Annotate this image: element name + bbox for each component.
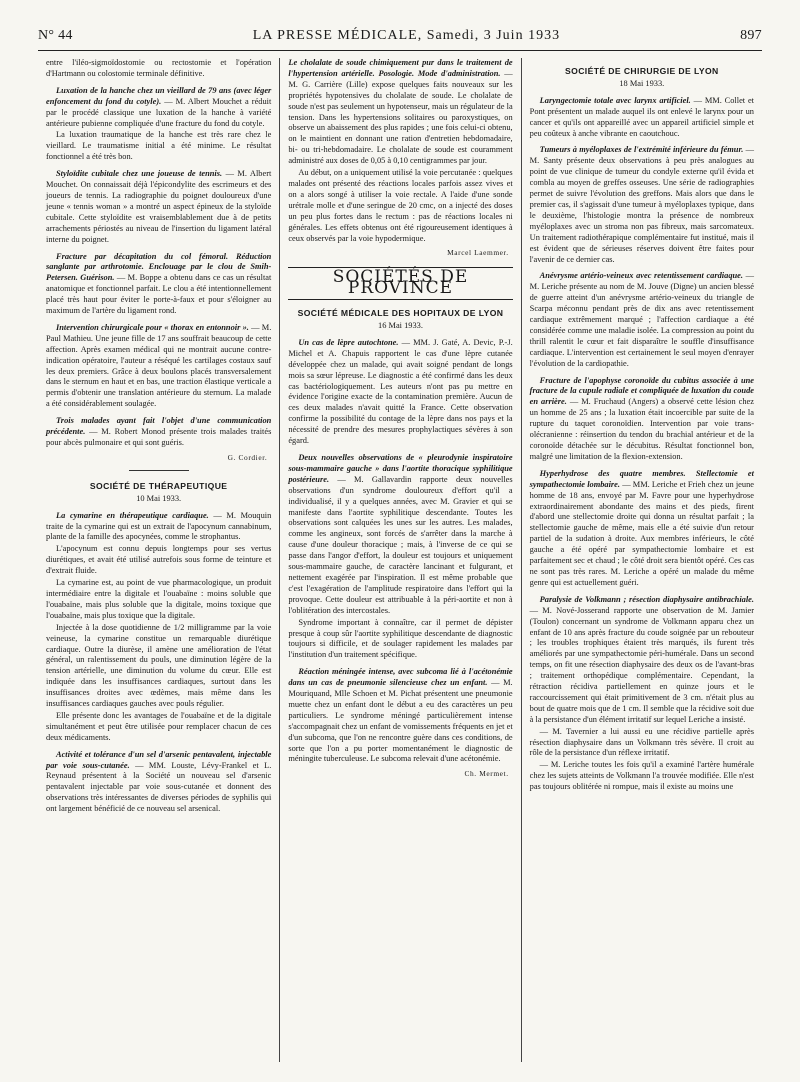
- section-date: 16 Mai 1933.: [378, 321, 423, 331]
- article-body: — M. Robert Monod présente trois malades traités pour abcès pulmonaire et qui sont guéris.: [46, 427, 272, 447]
- paragraph: Syndrome important à connaître, car il permet de dépister presque à coup sûr l'aortite syphilitique descendante de diagnostic toujours si difficile, et de soulager rapidement les malades par l'institution d'un traitement spécifique.: [288, 617, 513, 660]
- author-signature: Ch. Mermet.: [464, 769, 509, 779]
- section-heading: SOCIÉTÉ MÉDICALE DES HOPITAUX DE LYON: [297, 308, 504, 319]
- article-title: Hyperhydrose des quatre membres. Stellectomie et sympathectomie lombaire.: [529, 468, 754, 489]
- paragraph: entre l'iléo-sigmoïdostomie ou rectostomie et l'opération d'Hartmann ou colostomie terminale définitive.: [46, 58, 272, 78]
- article: [46, 86, 271, 130]
- article-body: — M. Leriche présente au nom de M. Jouve (Digne) un ancien blessé de guerre atteint d'un anévrysme artério-veineux du triangle de Scarpa méconnu pendant près de dix ans avec retentissement cardiaque extrêmement marqué ; l'affection cardiaque a été considérée comme une maladie isolée. La compression au point du thrill ralentit le cœur et fait disparaître le souffle d'insuffisance cardiaque. L'intervention est certainement le seul moyen d'enrayer l'évolution de la cardiopathie.: [529, 271, 754, 368]
- article-body: — M. Paul Mathieu. Une jeune fille de 17 ans souffrait beaucoup de cette affection. Après examen médical qui ne montrait aucune contre-indication opératoire, l'auteur a réséqué les cartilages costaux sauf les deux premiers. Grâce à deux boulons placés transversalement dans le sternum en haut et en bas, une traction élastique verticale a permis d'obtenir une translation antérieure du sternum. La malade a été considérablement soulagée.: [46, 322, 272, 409]
- article: [530, 595, 754, 726]
- paragraph: L'apocynum est connu depuis longtemps pour ses vertus diurétiques, et avait été utilisé autrefois sous forme de teinture et d'extrait fluide.: [46, 544, 272, 576]
- column-1: [38, 58, 279, 1062]
- article: [288, 667, 512, 765]
- article-body: — M. Fruchaud (Angers) a observé cette lésion chez un homme de 25 ans ; la luxation était incoercible par suite de la rupture du taquet coronoïdien. Intervention par voie trans-olécranienne : réinsertion du tendon du brachial antérieur et de la coronoïde détachée sur le décubitus. Résultat fonctionnel bon, malgré une limitation de la flexion-extension.: [529, 397, 754, 461]
- article-body: — M. Santy présente deux observations à peu près analogues au point de vue clinique de tumeur du condyle externe qu'il évida et combla au moyen de greffes osseuses. Une série de radiographies permet de suivre l'évolution des greffons. Mais alors que dans le premier cas, il s'agissait d'une tumeur à myéloplaxes typique, dans le deuxième, l'histologie montra la présence de nombreux myéloplaxes avec un stroma non pas fibreux, mais sarcomateux. Un traitement radiothérapique complémentaire fut institué, mais il est évident que de sérieuses réserves doivent être faites pour l'avenir de ce dernier cas.: [529, 145, 754, 264]
- article-title: Trois malades ayant fait l'objet d'une communication précédente.: [46, 416, 272, 437]
- issue-number: N° 44: [38, 28, 73, 43]
- paragraph: Injectée à la dose quotidienne de 1/2 milligramme par la voie veineuse, la cymarine constitue un remarquable diurétique cardiaque. Outre la diurèse, il amène une amélioration de l'état général, un ralentissement du pouls, une diminution légère de la tension artérielle, une diminution du volume du cœur. Elle est indiquée dans les insuffisances cardiaques, surtout dans les insuffisances droites avec œdèmes, mais même dans les insuffisances cardiaques gauches avec pouls régulier.: [46, 622, 272, 709]
- article: [46, 169, 271, 245]
- article-title: Activité et tolérance d'un sel d'arsenic pentavalent, injectable par voie sous-cutanée.: [46, 749, 272, 770]
- article-body: — M. G. Carrière (Lille) expose quelques faits nouveaux sur les propriétés hypotensives du cholalate de soude. Le cholalate de soude n'est pas seulement un hypotenseur, mais un régulateur de la tension. Dans les hypertensions solitaires ou paroxystiques, on observe un abaissement des plus rapides ; une fois celui-ci obtenu, on le maintient en donnant une ration d'entretien hebdomadaire, bi- ou tri-hebdomadaire. Le cholalate de soude est couramment administré aux doses de 0,05 à 0,10 centigrammes par jour.: [288, 68, 513, 166]
- article-title: Le cholalate de soude chimiquement pur dans le traitement de l'hypertension artérielle. Posologie. Mode d'administration.: [288, 58, 513, 78]
- section-heading: SOCIÉTÉ DE CHIRURGIE DE LYON: [564, 66, 719, 76]
- article: [288, 58, 512, 167]
- article-body: — M. Nové-Josserand rapporte une observation de M. Jamier (Toulon) concernant un syndrome de Volkmann apparu chez un enfant de 10 ans après fracture du coude soignée par un rebouteur ; les troubles trophiques étaient très marqués, ils furent très améliorés par une sympathectomie péri-humérale. Dans un second temps, on fit une résection diaphysaire des deux os de l'avant-bras ; traitement orthopédique complémentaire. Cependant, la rétraction récidiva partiellement en quinze jours et le raccourcissement qui était primitivement de 3 cm. n'était plus au bout de quatre mois que de 1 cm. Il semble que la récidive soit due à la persistance d'un élément irritatif sur lequel Leriche a insisté.: [529, 605, 754, 724]
- article: [46, 416, 271, 449]
- article-body: — MM. J. Gaté, A. Devic, P.-J. Michel et A. Chapuis rapportent le cas d'une lèpre cutanée développée chez un malade, qui avait soigné pendant de longs mois sa sœur lépreuse. Le diagnostic a été confirmé dans les deux cas bactériologiquement. Les auteurs n'ont pas pu mettre en évidence l'origine exacte de la contamination première. Aucun de ces deux malades n'avait quitté la France. Cette observation confirme la possibilité du contage de la lèpre dans nos pays et la nécessité de prendre des mesures prophylactiques sévères à son égard.: [288, 337, 513, 446]
- article: [46, 750, 271, 815]
- article-body: — MM. Leriche et Frieh chez un jeune homme de 18 ans, envoyé par M. Favre pour une hyperhydrose extraordinairement abondante des mains et des pieds, firent d'abord une stellectomie droite qui donna un résultat parfait ; la stellectomie gauche de même, mais elle a été suivie d'un retour partiel de la sudation à droite. Aux membres inférieurs, le côté gauche a été opéré par sympathectomie lombaire et est parfaitement sec et chaud ; le côté droit sera bientôt opéré. Ces cas ne sont pas très rares. M. Leriche a opéré un malade du même genre qui est actuellement guéri.: [529, 479, 754, 587]
- article-title: Intervention chirurgicale pour « thorax en entonnoir ».: [56, 322, 249, 332]
- column-3: [521, 58, 762, 1062]
- article-body: — M. Gallavardin rapporte deux nouvelles observations d'un syndrome douloureux d'effort qu'il a individualisé, il y a quelques années, avec M. Gravier et qui se manifeste dans l'aortite syphilitique descendante. Toutes les observations sont calquées les unes sur les autres. Les malades, comme les angineux, sont forcés de s'arrêter dans la marche à cause d'une douleur thoracique ; mais, à l'inverse de ce qui se passe dans l'angor d'effort, la douleur est toujours et uniquement sous-mammaire gauche, de caractère lancinant et fulgurant, et nettement exagérée par l'inspiration. Il est même probable que c'est l'exagération de l'amplitude respiratoire dans l'effort qui la provoque. Cette douleur est attribuable à la péri-aortite et non à l'oblitération des intercostales.: [288, 474, 513, 615]
- paragraph: — M. Leriche toutes les fois qu'il a examiné l'artère humérale chez les sujets atteints de Volkmann l'a trouvée modifiée. Elle n'est pas toujours oblitérée ni rompue, mais il existe au moins une: [529, 760, 754, 792]
- page-number: 897: [740, 28, 762, 43]
- article: [530, 469, 754, 589]
- article-title: Luxation de la hanche chez un vieillard de 79 ans (avec léger enfoncement du fond du cotyle).: [46, 85, 272, 106]
- author-signature: G. Cordier.: [227, 452, 268, 462]
- article: [288, 338, 512, 447]
- text-columns: [38, 58, 762, 1062]
- paragraph: Au début, on a uniquement utilisé la voie percutanée : quelques malades ont présenté des réactions locales parfois assez vives et on a alors songé à utiliser la voie rectale. A l'aide d'une sonde urétrale molle et d'une seringue de 20 cmc, on a injecté des doses un peu plus fortes dans le rectum : pas de réactions locales ni générales. Les effets obtenus ont été rigoureusement identiques à ceux observés par la voie hypodermique.: [288, 168, 513, 243]
- article: [288, 453, 512, 617]
- author-signature: Marcel Laemmer.: [447, 248, 509, 258]
- article: [46, 323, 271, 410]
- section-date: 10 Mai 1933.: [136, 493, 182, 503]
- article-body: — M. Boppe a obtenu dans ce cas un résultat anatomique et fonctionnel parfait. Le clou a été intentionnellement placé très haut pour éviter le porte-à-faux et pour s'éloigner au maximum de l'artère du ligament rond.: [46, 273, 272, 316]
- article: [46, 252, 271, 317]
- article-title: La cymarine en thérapeutique cardiaque.: [56, 510, 209, 520]
- article-title: Paralysie de Volkmann ; résection diaphysaire antibrachiale.: [539, 594, 754, 604]
- section-heading: SOCIÉTÉ DE THÉRAPEUTIQUE: [89, 480, 228, 491]
- article: [530, 96, 754, 140]
- province-banner: SOCIÉTÉS DE PROVINCE: [288, 267, 512, 300]
- article-title: Un cas de lèpre autochtone.: [298, 337, 399, 347]
- paragraph: La cymarine est, au point de vue pharmacologique, un produit intermédiaire entre la digitale et l'ouabaïne : moins soluble que l'ouabaïne, mais plus soluble que la digitale, moins toxique que l'ouabaïne, mais plus toxique que la digitale.: [46, 578, 272, 620]
- article-body: — M. Albert Mouchet a réduit par le procédé classique une luxation de la hanche à variété antérieure pubienne compliquée d'une fracture du fond du cotyle.: [46, 96, 272, 128]
- running-header: [38, 28, 762, 50]
- article-title: Tumeurs à myéloplaxes de l'extrémité inférieure du fémur.: [539, 145, 744, 155]
- article: [46, 511, 271, 544]
- article: [530, 376, 754, 463]
- journal-title: LA PRESSE MÉDICALE, Samedi, 3 Juin 1933: [252, 28, 561, 43]
- article-body: — MM. Louste, Lévy-Frankel et L. Reynaud présentent à la Société un nouveau sel d'arsenic pentavalent injectable par voie sous-cutanée et donnent des observations très intéressantes de diverses périodes de syphilis qui ont largement bénéficié de ce nouveau sel arsenical.: [46, 760, 272, 814]
- article-body: — M. Albert Mouchet. On connaissait déjà l'épicondylite des escrimeurs et des joueurs de tennis. La radiographie du poignet douloureux d'une jeune « tennis woman » a montré un aspect épineux de la styloïde cubitale. Cette styloïdite est vraisemblablement due à de petits arrachements périostés au niveau de l'insertion du ligament latéral interne du poignet.: [46, 169, 272, 244]
- article-title: Deux nouvelles observations de « pleurodynie inspiratoire sous-mammaire gauche » dans l'aortite thoracique syphilitique postérieure.: [288, 453, 513, 484]
- section-divider: [129, 470, 189, 471]
- article-body: — M. Mouriquand, Mlle Schoen et M. Pichat présentent une pneumonie muette chez un enfant dont le début a eu des caractères un peu particuliers. Le syndrome méningé particulièrement intense s'accompagnait chez un enfant de vomissements fréquents en jet et d'un subcoma, que l'on ne rencontre guère dans ces conditions, de sorte que l'on a pu porter momentanément le diagnostic de méningite tuberculeuse. Le subcoma relevait d'une acétonémie.: [288, 678, 513, 764]
- paragraph: Elle présente donc les avantages de l'ouabaïne et de la digitale simultanément et peut être utilisée pour remplacer chacun de ces deux médicaments.: [46, 710, 272, 742]
- article-title: Anévrysme artério-veineux avec retentissement cardiaque.: [539, 271, 743, 281]
- article-title: Laryngectomie totale avec larynx artificiel.: [539, 95, 691, 105]
- article-title: Fracture par décapitation du col fémoral. Réduction sanglante par arthrotomie. Enclouage par le clou de Smih-Petersen. Guérison.: [46, 251, 272, 283]
- paragraph: — M. Tavernier a lui aussi eu une récidive partielle après résection diaphysaire dans un Volkmann très sévère. Il croit au rôle de la persistance d'un réflexe irritatif.: [529, 726, 754, 758]
- article-title: Styloïdite cubitale chez une joueuse de tennis.: [56, 169, 223, 179]
- article-title: Fracture de l'apophyse coronoïde du cubitus associée à une fracture de la cupule radiale et compliquée de luxation du coude en arrière.: [529, 375, 754, 407]
- section-date: 18 Mai 1933.: [619, 78, 665, 88]
- paragraph: La luxation traumatique de la hanche est très rare chez le vieillard. Le traumatisme initial a été minime. Le résultat fonctionnel a été très bon.: [46, 130, 272, 162]
- column-2: [279, 58, 520, 1062]
- article-body: — MM. Collet et Pont présentent un malade auquel ils ont enlevé le larynx pour un cancer et qu'ils ont appareillé avec un appareil artificiel simple et peu coûteux à anche vibrante en caoutchouc.: [529, 95, 754, 138]
- article: [530, 145, 754, 265]
- article: [530, 271, 754, 369]
- header-rule: [38, 50, 762, 51]
- article-body: — M. Mouquin traite de la cymarine qui est un extrait de l'apocynum cannabinum, plante de la famille des apocynées, comme le strophantus.: [46, 510, 272, 542]
- article-title: Réaction méningée intense, avec subcoma lié à l'acétonémie dans un cas de pneumonie silencieuse chez un enfant.: [288, 667, 513, 688]
